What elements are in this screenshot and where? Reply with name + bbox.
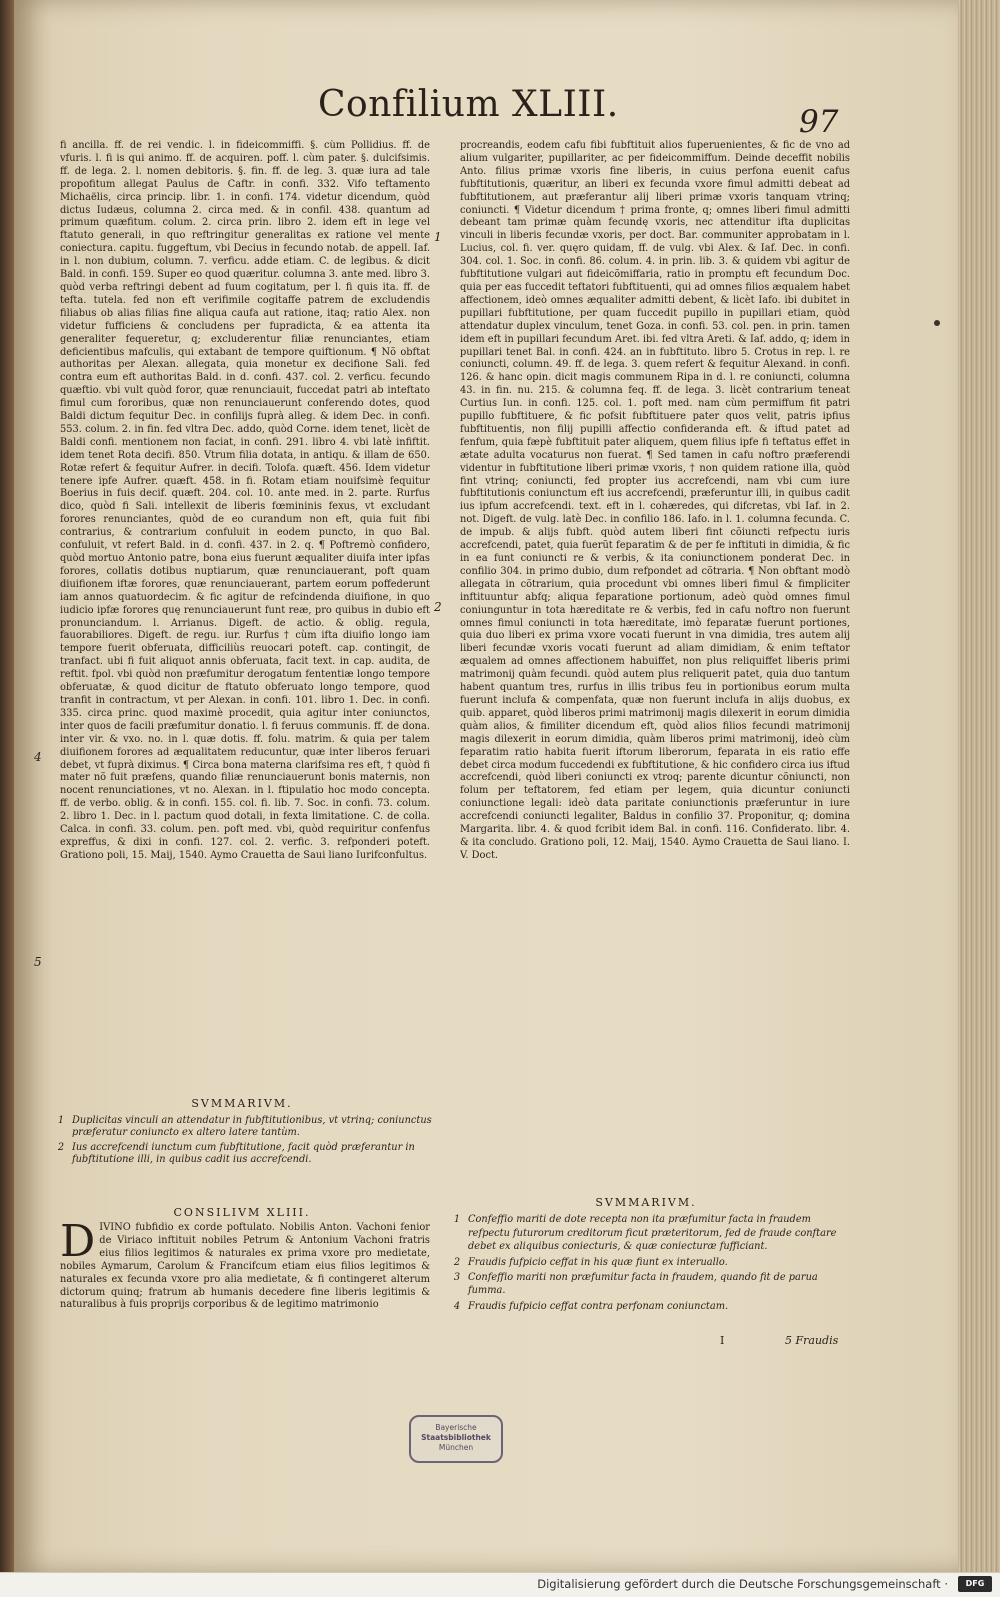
summary-item-number: 2 bbox=[453, 1256, 461, 1268]
summary-item-text: Ius accrefcendi iunctum cum fubftitutione, facit quòd præferantur in fubftitutione illi, in quibus cadit ius accrefcendi. bbox=[72, 1141, 415, 1166]
summary-item bbox=[446, 1213, 846, 1253]
left-column-paragraph: fi ancilla. ff. de rei vendic. l. in fideicommiffi. §. cùm Pollidius. ff. de vfuris. l. fi is qui animo. ff. de acquiren. poff. l. cùm pater. §. dulcifsimis. ff. de lega. 2. l. nomen debitoris. §. fin. ff. de leg. 3. quæ iura ad tale propofitum allegat Paulus de Caftr. in confi. 332. Vifo teftamento Michaëlis, circa princip. libr. 1. in confi. 174. videtur dicendum, quòd dictus Iudæus, columna 2. circa med. & in confil. 438. quantum ad primum quæfitum. colum. 2. circa prin. libro 2. idem eft in lege vel ftatuto generali, in quo reftringitur generalitas ex ratione vel mente coniectura. capitu. fuggeftum, vbi Decius in fecundo notab. de appell. Iaf. in l. non dubium, column. 7. verficu. adde etiam. C. de legibus. & dicit Bald. in confi. 159. Super eo quod quæritur. columna 3. ante med. libro 3. quòd verba reftringi debent ad fuum cogitatum, per l. fi quis ita. ff. de tefta. tutela. fed non eft verifimile cogitaffe patrem de excludendis filiabus ob alias filias fine aliqua caufa aut ratione, itaq; ratio Alex. non videtur fufficiens & concludens per fupradicta, & ea attenta ita generaliter fequeretur, q; excluderentur filiæ renunciantes, etiam deficientibus mafculis, qui extabant de tempore quiftionum. ¶ Nõ obftat authoritas per Alexan. allegata, quia monetur ex decifione Sali. fed contra eum eft authoritas Bald. in d. confi. 437. col. 2. verficu. fecundo quæftio. vbi vult quòd foror, quæ renunciauit, fuccedat patri ab inteftato fimul cum fororibus, quæ non renunciauerunt conferendo dotes, quod Baldi dictum fequitur Dec. in confilijs fuprà alleg. & idem Dec. in confi. 553. colum. 2. in fin. fed vltra Dec. addo, quòd Corne. idem tenet, licèt de Baldi confi. mentionem non faciat, in confi. 291. libro 4. vbi latè infiftit. idem tenet Rota decifi. 850. Vtrum filia dotata, in antiqu. & illam de 650. Rotæ refert & fequitur Aufrer. in decifi. Tolofa. quæft. 456. Idem videtur tenere ipfe Aufrer. quæft. 458. in fi. Rotam etiam nouifsimè fequitur Boerius in fuis decif. quæft. 204. col. 10. ante med. in 2. parte. Rurfus dico, quòd fi Sali. intellexit de liberis fœmininis fexus, vt excludant forores renunciantes, quòd de eo curandum non eft, quia fuit fibi contrarius, & contrarium confuluit in eodem puncto, in quo Bal. confuluit, vt refert Bald. in d. confi. 437. in 2. q. ¶ Poftremò confidero, quòd mortuo Antonio patre, bona eius fuerunt æqualiter diuifa inter ipfas forores, collatis dotibus nuptiarum, quæ renunciauerant, poft quam diuifionem iftæ forores, quæ renunciauerant, partem eorum poffederunt iam annos quatuordecim. & fic agitur de refcindenda diuifione, in quo iudicio ipfæ forores quę renunciauerunt funt reæ, pro quibus in dubio eft pronunciandum. l. Arrianus. Digeft. de actio. & oblig. regula, fauorabiliores. Digeft. de regu. iur. Rurfus † cùm ifta diuifio longo iam tempore fuerit obferuata, difficiliùs reuocari poteft. cap. contingit, de tranfact. ubi fi fuit aliquot annis obferuata, facit text. in cap. audita, de reftit. fpol. vbi quòd non præfumitur derogatum fententiæ longo tempore obferuatæ, & quod dicitur de ftatuto obferuato longo tempore, quod tranfit in contractum, vt per Alexan. in confi. 101. libro 1. Dec. in confi. 335. circa princ. quod maximè procedit, quia agitur inter coniunctos, inter quos de facili præfumitur donatio. l. fi feruus communis. ff. de dona. inter vir. & vxo. no. in l. quæ dotis. ff. folu. matrim. & quia per talem diuifionem forores ad æqualitatem reducuntur, quæ inter liberos feruari debet, vt fuprà diximus. ¶ Circa bona materna clarifsima res eft, † quòd fi mater nõ fuit præfens, quando filiæ renunciauerunt bonis maternis, non nocent renunciationes, vt no. Alexan. in l. ftipulatio hoc modo concepta. ff. de verbo. oblig. & in confi. 155. col. fi. lib. 7. Soc. in confi. 73. colum. 2. libro 1. Dec. in l. pactum quod dotali, in fexta limitatione. C. de colla. Calca. in confi. 33. colum. pen. poft med. vbi, quòd requiritur confenfus expreffus, & dixi in confi. 127. col. 2. verfic. 3. refponderi poteft. Grationo poli, 15. Maij, 1540. Aymo Crauetta de Saui liano Iurifconfultus. bbox=[60, 140, 430, 861]
right-text-column bbox=[460, 140, 850, 1170]
right-column-paragraph: procreandis, eodem cafu fibi fubftituit alios fuperuenientes, & fic de vno ad alium vulgariter, pupillariter, ac per fideicommiffum. Deinde deceffit nobilis Anto. filius primæ vxoris fine liberis, in cuius perfona euenit cafus fubftitutionis, quæritur, an liberi ex fecunda vxore fimul admitti debeat ad fubftitutionem, aut præferantur alij liberi primæ vxoris tanquam vtrinq; coniuncti. ¶ Videtur dicendum † prima fronte, q; omnes liberi fimul admitti debeant tam primæ quàm fecundę vxoris, nec attenditur ifta duplicitas vinculi in liberis fecundæ vxoris, per doct. Bar. communiter approbatam in l. Lucius, col. fi. ver. quęro quidam, ff. de vulg. vbi Alex. & Iaf. Dec. in confi. 304. col. 1. Soc. in confi. 86. colum. 4. in prin. lib. 3. & quidem vbi agitur de fubftitutione vulgari aut fideicõmiffaria, ratio in promptu eft fecundum Doc. quia per eas fuccedit teftatori fubftituenti, qui ad omnes filios æqualem habet affectionem, ideò omnes æqualiter admitti debent, & licèt Iafo. ibi dubitet in pupillari fubftitutione, per quam fuccedit pupillo in pupillari etiam, quòd attendatur duplex vinculum, tenet Goza. in confi. 53. col. pen. in prin. tamen idem eft in pupillari fecundum Aret. ibi. fed vltra Areti. & Iaf. addo, q; idem in pupillari tenet Bal. in confi. 424. an in fubftituto. libro 5. Crotus in rep. l. re coniuncti, column. 49. ff. de lega. 3. quem refert & fequitur Alexand. in confi. 126. & hanc opin. dicit magis communem Ripa in d. l. re coniuncti, columna 43. in fin. nu. 215. & columna feq. ff. de lega. 3. licèt contrarium teneat Curtius Iun. in confi. 125. col. 1. poft med. nam cùm permiffum fit patri pupillo fubftituere, & fic pofsit fubftituere pater quos velit, patris ipfius fubftituentis, non filij pupilli affectio confideranda eft. & iftud patet ad fenfum, quia fæpè fubftituit pater aliquem, quem filius ipfe fi teftatus effet in ætate adulta vocaturus non fuerat. ¶ Sed tamen in cafu noftro præferendi videntur in fubftitutione liberi primæ vxoris, † non quidem ratione illa, quòd fint vtrinq; coniuncti, fed propter ius accrefcendi, nam vbi cum iure fubftitutionis coniunctum eft ius accrefcendi, præferuntur illi, in quibus cadit ius ipfum accrefcendi. text. eft in l. cohæredes, qui difcretas, vbi Iaf. in 2. not. Digeft. de vulg. latè Dec. in confilio 186. Iafo. in l. 1. columna fecunda. C. de impub. & alijs fubft. quòd autem liberi fint cõiuncti refpectu iuris accrefcendi, patet, quia fuerũt feparatim & de per fe inftituti in dimidia, & fic in ea funt coniuncti re & verbis, & ita coniunctionem ponderat Dec. in confilio 304. in primo dubio, dum refpondet ad cõtraria. ¶ Non obftant modò allegata in cõtrarium, quia procedunt vbi omnes liberi fimul & fimpliciter inftituuntur abfq; aliqua feparatione portionum, adeò quòd omnes fimul coniunguntur in tota hæreditate re & verbis, fed in cafu noftro non fuerunt omnes fimul coniuncti in tota hæreditate, imò feparatæ fuerunt portiones, quia duo liberi ex prima vxore vocati fuerunt in vna dimidia, tres autem alij liberi fecundæ vxoris vocati fuerunt ad aliam dimidiam, & enim teftator æqualem ad omnes affectionem habuiffet, non plus reliquiffet liberis primi matrimonij quàm fecundi. quòd autem plus reliquerit patet, quia duo tantum habent quantum tres, rurfus in illis tribus feu in portionibus eorum multa fuerunt inclufa & compenfata, quæ non fuerunt inclufa in alijs duobus, ex quib. apparet, quòd liberos primi matrimonij magis dilexerit in eorum dimidia quàm alios, & fimiliter dicendum eft, quòd alios filios fecundi matrimonij magis dilexerit in eorum dimidia, quàm liberos primi matrimonij, ideò cùm feparatim ratio habita fuerit iftorum liberorum, feparata in eis ratio effe debet circa modum fuccedendi ex fubftitutione, & hic confidero circa ius iftud accrefcendi, quòd liberi coniuncti ex vtroq; parente dicuntur cõniuncti, non folum per teftatorem, fed etiam per legem, quia dicuntur coniuncti coniunctione legali: ideò data paritate coniunctionis præferuntur in iure accrefcendi coniuncti legaliter, Baldus in confilio 37. Proponitur, q; domina Margarita. libr. 4. & quod fcribit idem Bal. in confi. 116. Confiderato. libr. 4. & ita concludo. Grationo poli, 12. Maij, 1540. Aymo Crauetta de Saui liano. I. V. Doct. bbox=[460, 140, 850, 861]
summary-item-number: 3 bbox=[453, 1272, 461, 1284]
summary-item-number: 1 bbox=[57, 1114, 65, 1126]
stamp-line: Bayerische bbox=[435, 1423, 477, 1432]
summary-item-text: Confeffio mariti non præfumitur facta in fraudem, quando fit de parua fumma. bbox=[468, 1272, 818, 1297]
summary-heading: SVMMARIVM. bbox=[191, 1097, 293, 1110]
dfg-logo-icon: DFG bbox=[958, 1576, 992, 1592]
summary-heading: SVMMARIVM. bbox=[595, 1196, 697, 1209]
summary-item bbox=[446, 1256, 846, 1269]
margin-marker: 2 bbox=[434, 600, 442, 614]
page-header-title: Confilium XLIII. bbox=[318, 84, 619, 125]
summary-item-text: Confeffio mariti de dote recepta non ita præfumitur facta in fraudem refpectu futurorum creditorum ficut præteritorum, fed de fraude conftare debet ex aliquibus coniecturis, & quæ coniecturæ fufficiant. bbox=[468, 1214, 837, 1253]
summary-item bbox=[446, 1271, 846, 1298]
summary-item bbox=[446, 1300, 846, 1313]
footer-credit-text: Digitalisierung gefördert durch die Deutsche Forschungsgemeinschaft · bbox=[537, 1577, 948, 1591]
page-number: 97 bbox=[799, 104, 839, 140]
margin-marker: 5 bbox=[34, 955, 42, 969]
summary-item-number: 1 bbox=[453, 1214, 461, 1226]
summary-item-text: Fraudis fufpicio ceffat in his quæ fiunt ex interuallo. bbox=[468, 1256, 728, 1268]
summary-item bbox=[50, 1142, 434, 1167]
summary-item-text: Fraudis fufpicio ceffat contra perfonam coniunctam. bbox=[468, 1300, 729, 1312]
drop-cap: D bbox=[60, 1222, 96, 1267]
signature-mark: I bbox=[720, 1334, 725, 1347]
left-text-column bbox=[60, 140, 430, 1080]
stamp-line: München bbox=[438, 1443, 474, 1452]
right-summary bbox=[446, 1196, 846, 1315]
book-page bbox=[14, 0, 958, 1572]
summary-item-text: Duplicitas vinculi an attendatur in fubftitutionibus, vt vtrinq; coniunctus præferatur coniuncto ex altero latere tantùm. bbox=[72, 1114, 432, 1139]
left-summary bbox=[50, 1098, 434, 1169]
stamp-line: Staatsbibliothek bbox=[421, 1433, 491, 1442]
catchword: 5 Fraudis bbox=[785, 1334, 839, 1347]
page-block-edge bbox=[956, 0, 1000, 1596]
consilium-opening-paragraph: IVINO fubfidio ex corde poftulato. Nobilis Anton. Vachoni fenior de Viriaco inftituit nobiles Petrum & Antonium Vachoni fratris eius filios legitimos & naturales ex prima vxore pro medietate, nobiles Aymarum, Carolum & Francifcum etiam eius filios legitimos & naturales ex fecunda vxore pro alia medietate, & fi contingeret alterum dictorum quinq; fratrum ab humanis decedere fine liberis legitimis & naturalibus à fuis proprijs corporibus & de legitimo matrimonio bbox=[60, 1222, 430, 1311]
summary-item bbox=[50, 1115, 434, 1140]
summary-item-number: 2 bbox=[57, 1141, 65, 1153]
margin-marker: 1 bbox=[434, 230, 442, 244]
library-stamp bbox=[409, 1415, 503, 1463]
consilium-heading: CONSILIVM XLIII. bbox=[173, 1206, 311, 1219]
consilium-opening-text bbox=[60, 1222, 430, 1340]
ink-speck bbox=[934, 320, 940, 326]
summary-item-number: 4 bbox=[453, 1300, 461, 1312]
digitization-footer bbox=[0, 1572, 1000, 1597]
margin-marker: 4 bbox=[34, 750, 42, 764]
